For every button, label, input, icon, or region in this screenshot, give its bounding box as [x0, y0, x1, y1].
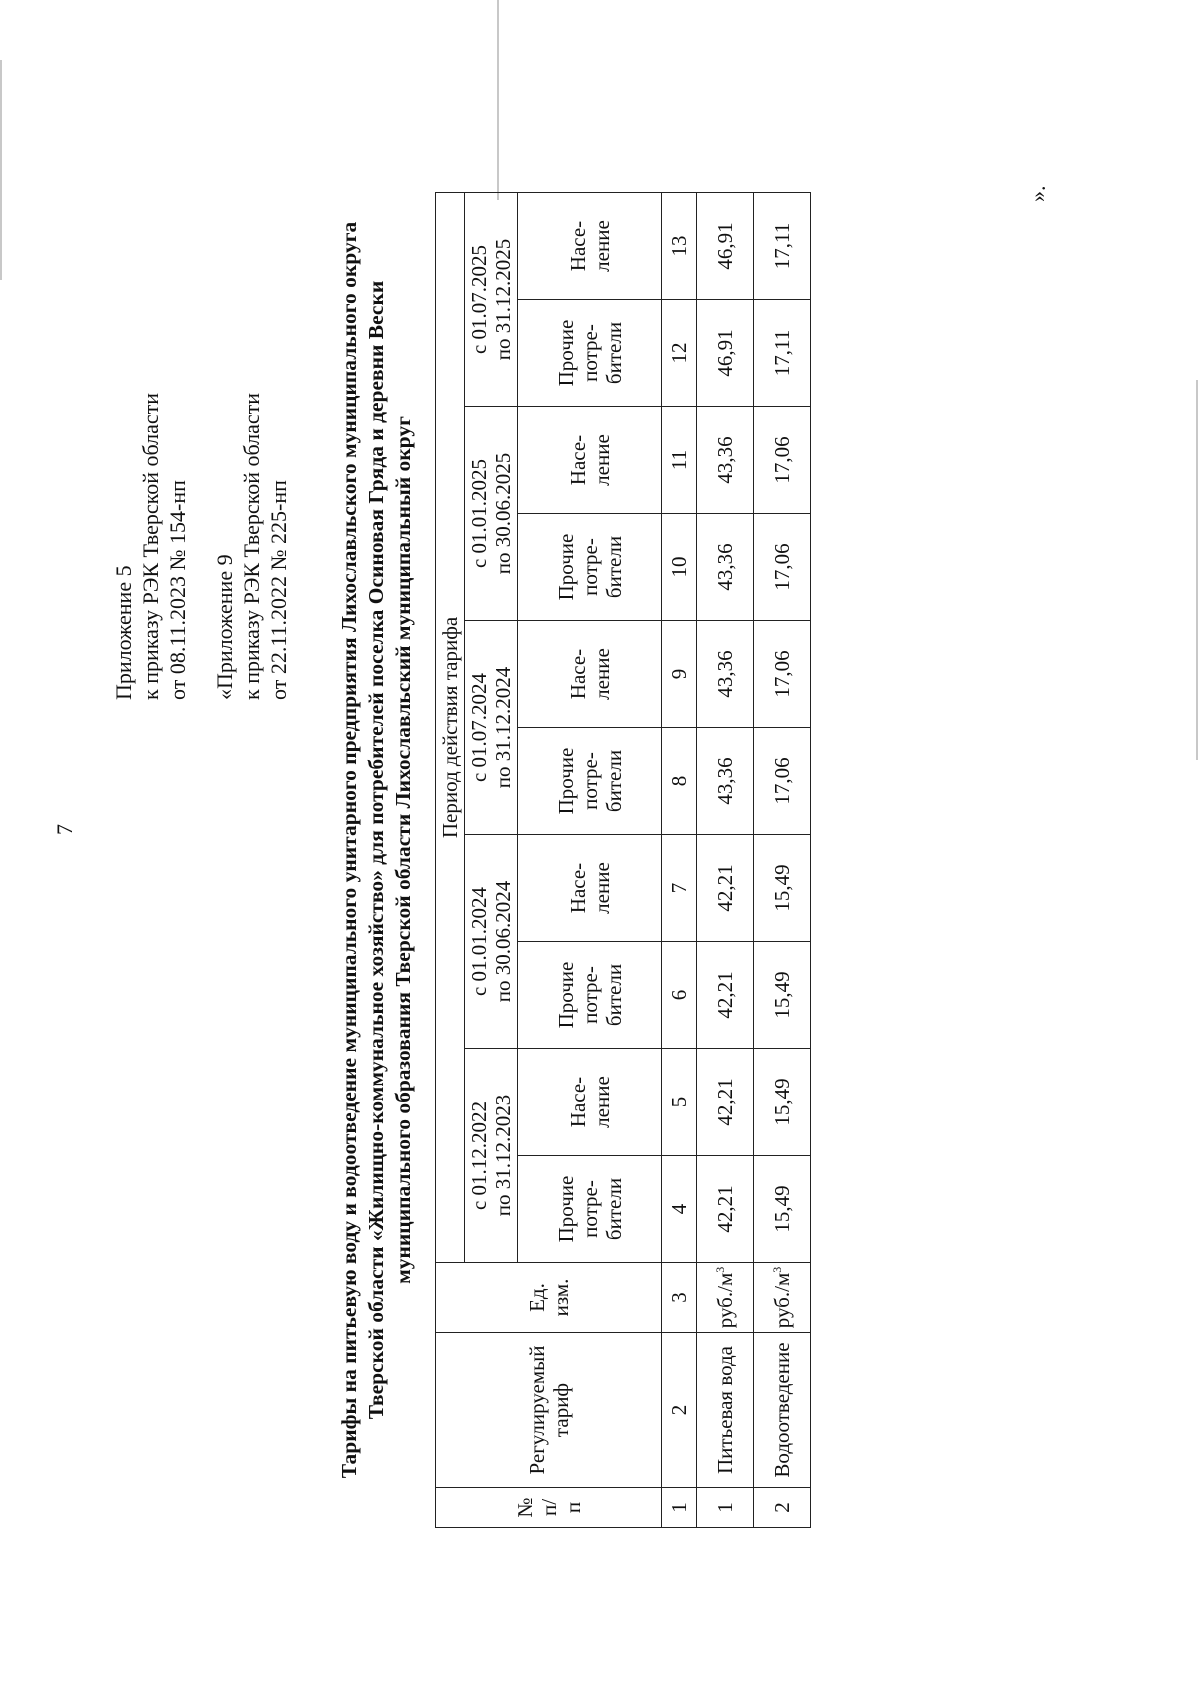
title-line: Тверской области «Жилищно-коммунальное хозяйство» для потребителей поселка Осиновая Гряда и деревни Вески — [364, 280, 388, 1420]
unit-text: руб./м — [713, 1272, 737, 1329]
period-1 — [465, 1049, 518, 1263]
column-index: 3 — [662, 1263, 697, 1333]
row-tariff-name: Водоотведение — [754, 1333, 811, 1488]
period-2 — [465, 835, 518, 1049]
tariff-value: 17,06 — [754, 621, 811, 728]
tariff-value: 42,21 — [697, 1156, 754, 1263]
row-tariff-name: Питьевая вода — [697, 1333, 754, 1488]
period-to: по 31.12.2025 — [491, 238, 515, 361]
tariff-value: 17,06 — [754, 407, 811, 514]
period-to: по 31.12.2023 — [491, 1094, 515, 1217]
column-index: 1 — [662, 1488, 697, 1528]
row-unit — [754, 1263, 811, 1333]
scan-line-right — [1196, 380, 1198, 760]
period-3 — [465, 621, 518, 835]
period-4 — [465, 407, 518, 621]
row-no: 1 — [697, 1488, 754, 1528]
period-from: с 01.07.2024 — [467, 672, 491, 783]
prev-annex-line: «Приложение 9 — [212, 554, 237, 700]
prev-annex-line: к приказу РЭК Тверской области — [239, 392, 264, 700]
header-other-consumers: Прочие потре- бители — [518, 942, 662, 1049]
table-row — [754, 193, 811, 1528]
column-index: 13 — [662, 193, 697, 300]
header-population: Насе- ление — [518, 1049, 662, 1156]
column-index: 2 — [662, 1333, 697, 1488]
annex-reference — [110, 180, 292, 700]
header-other-consumers: Прочие потре- бители — [518, 514, 662, 621]
period-to: по 31.12.2024 — [491, 666, 515, 789]
header-period: Период действия тарифа — [436, 193, 465, 1263]
header-unit: Ед. изм. — [436, 1263, 662, 1333]
title-line: Тарифы на питьевую воду и водоотведение муниципального унитарного предприятия Лихославльского муниципального округа — [337, 221, 361, 1479]
period-from: с 01.01.2025 — [467, 458, 491, 569]
header-population: Насе- ление — [518, 407, 662, 514]
scan-line-left — [0, 60, 2, 280]
tariff-value: 43,36 — [697, 514, 754, 621]
column-index: 12 — [662, 300, 697, 407]
period-from: с 01.12.2022 — [467, 1100, 491, 1211]
period-from: с 01.01.2024 — [467, 886, 491, 997]
document-title — [336, 160, 417, 1540]
column-index: 5 — [662, 1049, 697, 1156]
tariff-value: 43,36 — [697, 728, 754, 835]
period-to: по 30.06.2025 — [491, 452, 515, 575]
tariff-value: 46,91 — [697, 193, 754, 300]
header-other-consumers: Прочие потре- бители — [518, 728, 662, 835]
title-line: муниципального образования Тверской области Лихославльский муниципальный округ — [391, 416, 415, 1284]
tariff-value: 15,49 — [754, 1156, 811, 1263]
tariff-value: 43,36 — [697, 407, 754, 514]
unit-superscript: 3 — [713, 1266, 727, 1273]
column-index: 8 — [662, 728, 697, 835]
header-population: Насе- ление — [518, 835, 662, 942]
tariff-table — [435, 192, 811, 1528]
column-index: 10 — [662, 514, 697, 621]
column-index: 9 — [662, 621, 697, 728]
period-from: с 01.07.2025 — [467, 244, 491, 355]
column-index: 11 — [662, 407, 697, 514]
header-other-consumers: Прочие потре- бители — [518, 1156, 662, 1263]
page-number: 7 — [52, 824, 77, 835]
unit-superscript: 3 — [770, 1266, 784, 1273]
header-population: Насе- ление — [518, 621, 662, 728]
unit-text: руб./м — [770, 1272, 794, 1329]
annex-line: от 08.11.2023 № 154-нп — [165, 480, 190, 700]
tariff-value: 15,49 — [754, 942, 811, 1049]
tariff-value: 43,36 — [697, 621, 754, 728]
tariff-value: 17,06 — [754, 728, 811, 835]
tariff-value: 17,11 — [754, 300, 811, 407]
table-row — [697, 193, 754, 1528]
header-tariff: Регулируемый тариф — [436, 1333, 662, 1488]
tariff-value: 15,49 — [754, 1049, 811, 1156]
tariff-value: 42,21 — [697, 1049, 754, 1156]
tariff-value: 17,06 — [754, 514, 811, 621]
column-index: 6 — [662, 942, 697, 1049]
annex-line: Приложение 5 — [111, 565, 136, 700]
header-population: Насе- ление — [518, 193, 662, 300]
header-other-consumers: Прочие потре- бители — [518, 300, 662, 407]
header-no: № п/ п — [436, 1488, 662, 1528]
column-index: 7 — [662, 835, 697, 942]
closing-quote: ». — [1025, 185, 1050, 202]
column-index: 4 — [662, 1156, 697, 1263]
tariff-value: 15,49 — [754, 835, 811, 942]
prev-annex-line: от 22.11.2022 № 225-нп — [266, 480, 291, 700]
tariff-value: 42,21 — [697, 942, 754, 1049]
period-5 — [465, 193, 518, 407]
tariff-value: 46,91 — [697, 300, 754, 407]
tariff-value: 17,11 — [754, 193, 811, 300]
column-index-row — [662, 193, 697, 1528]
annex-line: к приказу РЭК Тверской области — [138, 392, 163, 700]
row-unit — [697, 1263, 754, 1333]
rotated-page-content — [80, 160, 1060, 1600]
tariff-value: 42,21 — [697, 835, 754, 942]
row-no: 2 — [754, 1488, 811, 1528]
period-to: по 30.06.2024 — [491, 880, 515, 1003]
